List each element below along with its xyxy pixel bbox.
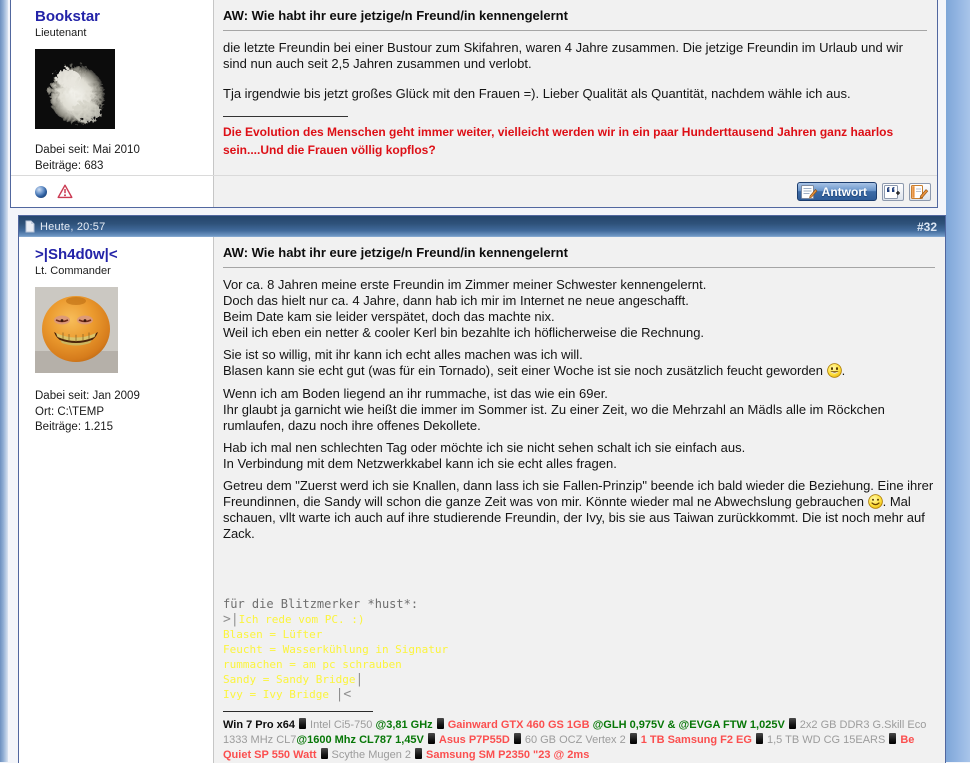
post-line: Doch das hielt nur ca. 4 Jahre, dann hab ich mir im Internet ne neue angeschafft. bbox=[223, 293, 689, 308]
post-line: Wenn ich am Boden liegend an ihr rummache, ist das wie ein 69er. bbox=[223, 385, 608, 401]
post-line: Blasen kann sie echt gut (was für ein Tornado), seit einer Woche ist sie noch zusätzlich feucht geworden . bbox=[223, 363, 846, 379]
post-line: Sie ist so willig, mit ihr kann ich echt alles machen was ich will. bbox=[223, 347, 583, 363]
system-specs-signature: Win 7 Pro x64 Intel Ci5-750 @3,81 GHz Gainward GTX 460 GS 1GB @GLH 0,975V & @EVGA FTW 1,025V 2x2 GB DDR3 G.Skill Eco 1333 MHz CL7@1600 Mhz CL787 1,45V Asus P7P55D 60 GB OCZ Vertex 2 1 TB Samsung F2 EG 1,5 TB WD CG 15EARS Be Quiet SP 550 Watt Scythe Mugen 2 Samsung SM P2350 "23 @ 2ms bbox=[223, 719, 927, 761]
report-icon[interactable] bbox=[57, 184, 73, 199]
separator-icon bbox=[437, 718, 444, 729]
avatar-orange[interactable] bbox=[35, 287, 118, 373]
signature-text: Die Evolution des Menschen geht immer weiter, vielleicht werden wir in ein paar Hunderttausend Jahren ganz haarlos sein....Und die Frauen völlig kopflos? bbox=[223, 125, 894, 157]
signature-divider bbox=[223, 116, 348, 117]
post-timestamp: Heute, 20:57 bbox=[40, 220, 106, 233]
spoiler-line: rummachen = am pc schrauben bbox=[223, 658, 402, 671]
title-divider bbox=[223, 267, 935, 268]
user-rank: Lt. Commander bbox=[35, 265, 111, 277]
reply-button-label: Antwort bbox=[821, 184, 867, 199]
user-location: Ort: C:\TEMP bbox=[35, 405, 104, 418]
post-paragraph: Tja irgendwie bis jetzt großes Glück mit den Frauen =). Lieber Qualität als Quantität, nachdem wähle ich aus. bbox=[223, 86, 851, 101]
post2-user-column bbox=[19, 237, 214, 763]
post-number-link[interactable]: #32 bbox=[916, 219, 937, 234]
post-line: Getreu dem "Zuerst werd ich sie Knallen, dann lass ich sie Fallen-Prinzip" beende ich bald wieder die Beziehung. Eine ihrer Freundinnen, die Sandy will schon die ganze Zeit was von mir. Könnte wieder mal ne Abwechslung gebrauchen . Mal schauen, vllt warte ich auch auf ihre studierende Freundin, der Ivy, bis sie aus Taiwan zurückkommt. Die ist noch mehr auf Zack. bbox=[223, 478, 934, 541]
separator-icon bbox=[321, 748, 328, 759]
separator-icon bbox=[789, 718, 796, 729]
post-bookstar bbox=[10, 0, 938, 208]
multiquote-button[interactable] bbox=[882, 183, 904, 201]
spoiler-line: Sandy = Sandy Bridge| bbox=[223, 672, 364, 687]
join-date: Dabei seit: Mai 2010 bbox=[35, 144, 140, 156]
post-line: Ihr glaubt ja garnicht wie heißt die immer im Sommer ist. Zu einer Zeit, wo die Mehrzahl an Mädls alle im Röckchen rumlaufen, dazu noch ihre offenes Dekollete. bbox=[223, 401, 885, 433]
post-header-bar bbox=[19, 216, 945, 237]
multiquote-icon bbox=[884, 185, 902, 199]
post-line: Vor ca. 8 Jahren meine erste Freundin im Zimmer meiner Schwester kennengelernt. bbox=[223, 277, 707, 292]
post-sh4d0w bbox=[18, 215, 946, 763]
post1-user-column bbox=[11, 0, 214, 175]
spoiler-intro: für die Blitzmerker *hust*: bbox=[223, 597, 419, 611]
separator-icon bbox=[756, 733, 763, 744]
avatar-dog[interactable] bbox=[35, 49, 115, 129]
user-rank: Lieutenant bbox=[35, 27, 87, 39]
spoiler-line: Ivy = Ivy Bridge |< bbox=[223, 687, 352, 702]
smile-smiley-icon bbox=[868, 494, 883, 509]
reply-notepad-icon bbox=[801, 185, 818, 199]
post2-content-column bbox=[214, 237, 945, 763]
spoiler-line: Feucht = Wasserkühlung in Signatur bbox=[223, 643, 449, 656]
post-line: Beim Date kam sie leider verspätet, doch das machte nix. bbox=[223, 309, 555, 324]
spoiler-line: Blasen = Lüfter bbox=[223, 628, 323, 641]
post-count: Beiträge: 1.215 bbox=[35, 421, 114, 433]
quickreply-button[interactable] bbox=[909, 183, 931, 201]
reply-button[interactable] bbox=[797, 182, 877, 201]
separator-icon bbox=[889, 733, 896, 744]
post1-footer bbox=[11, 175, 937, 207]
username-link[interactable]: >|Sh4d0w|< bbox=[35, 246, 118, 263]
signature-divider bbox=[223, 711, 373, 712]
post-paragraph: die letzte Freundin bei einer Bustour zum Skifahren, waren 4 Jahre zusammen. Die jetzige Freundin im Urlaub und wir sind nun auch seit 2,5 Jahren zusammen und verlobt. bbox=[223, 40, 903, 71]
separator-icon bbox=[428, 733, 435, 744]
separator-icon bbox=[514, 733, 521, 744]
post1-content-column bbox=[214, 0, 937, 175]
quickreply-icon bbox=[911, 185, 929, 199]
post-title: AW: Wie habt ihr eure jetzige/n Freund/in kennengelernt bbox=[223, 245, 568, 260]
username-link[interactable]: Bookstar bbox=[35, 8, 101, 25]
post-count: Beiträge: 683 bbox=[35, 159, 104, 172]
separator-icon bbox=[630, 733, 637, 744]
online-status-icon bbox=[35, 186, 47, 198]
post-title: AW: Wie habt ihr eure jetzige/n Freund/in kennengelernt bbox=[223, 8, 568, 23]
post-line: Weil ich eben ein netter & cooler Kerl bin bezahlte ich höflicherweise die Rechnung. bbox=[223, 325, 705, 340]
join-date: Dabei seit: Jan 2009 bbox=[35, 390, 140, 402]
page-left-border bbox=[0, 0, 8, 762]
post-page-icon bbox=[25, 220, 35, 233]
separator-icon bbox=[299, 718, 306, 729]
post-line: In Verbindung mit dem Netzwerkkabel kann ich sie echt alles fragen. bbox=[223, 455, 617, 471]
hidden-spoiler-block bbox=[223, 596, 935, 702]
post-line: Hab ich mal nen schlechten Tag oder möchte ich sie nicht sehen schalt ich sie einfach aus. bbox=[223, 439, 746, 455]
separator-icon bbox=[415, 748, 422, 759]
title-divider bbox=[223, 30, 927, 31]
spoiler-line: >|Ich rede vom PC. :) bbox=[223, 612, 365, 627]
page-right-border bbox=[946, 0, 970, 762]
grin-smiley-icon bbox=[827, 363, 842, 378]
